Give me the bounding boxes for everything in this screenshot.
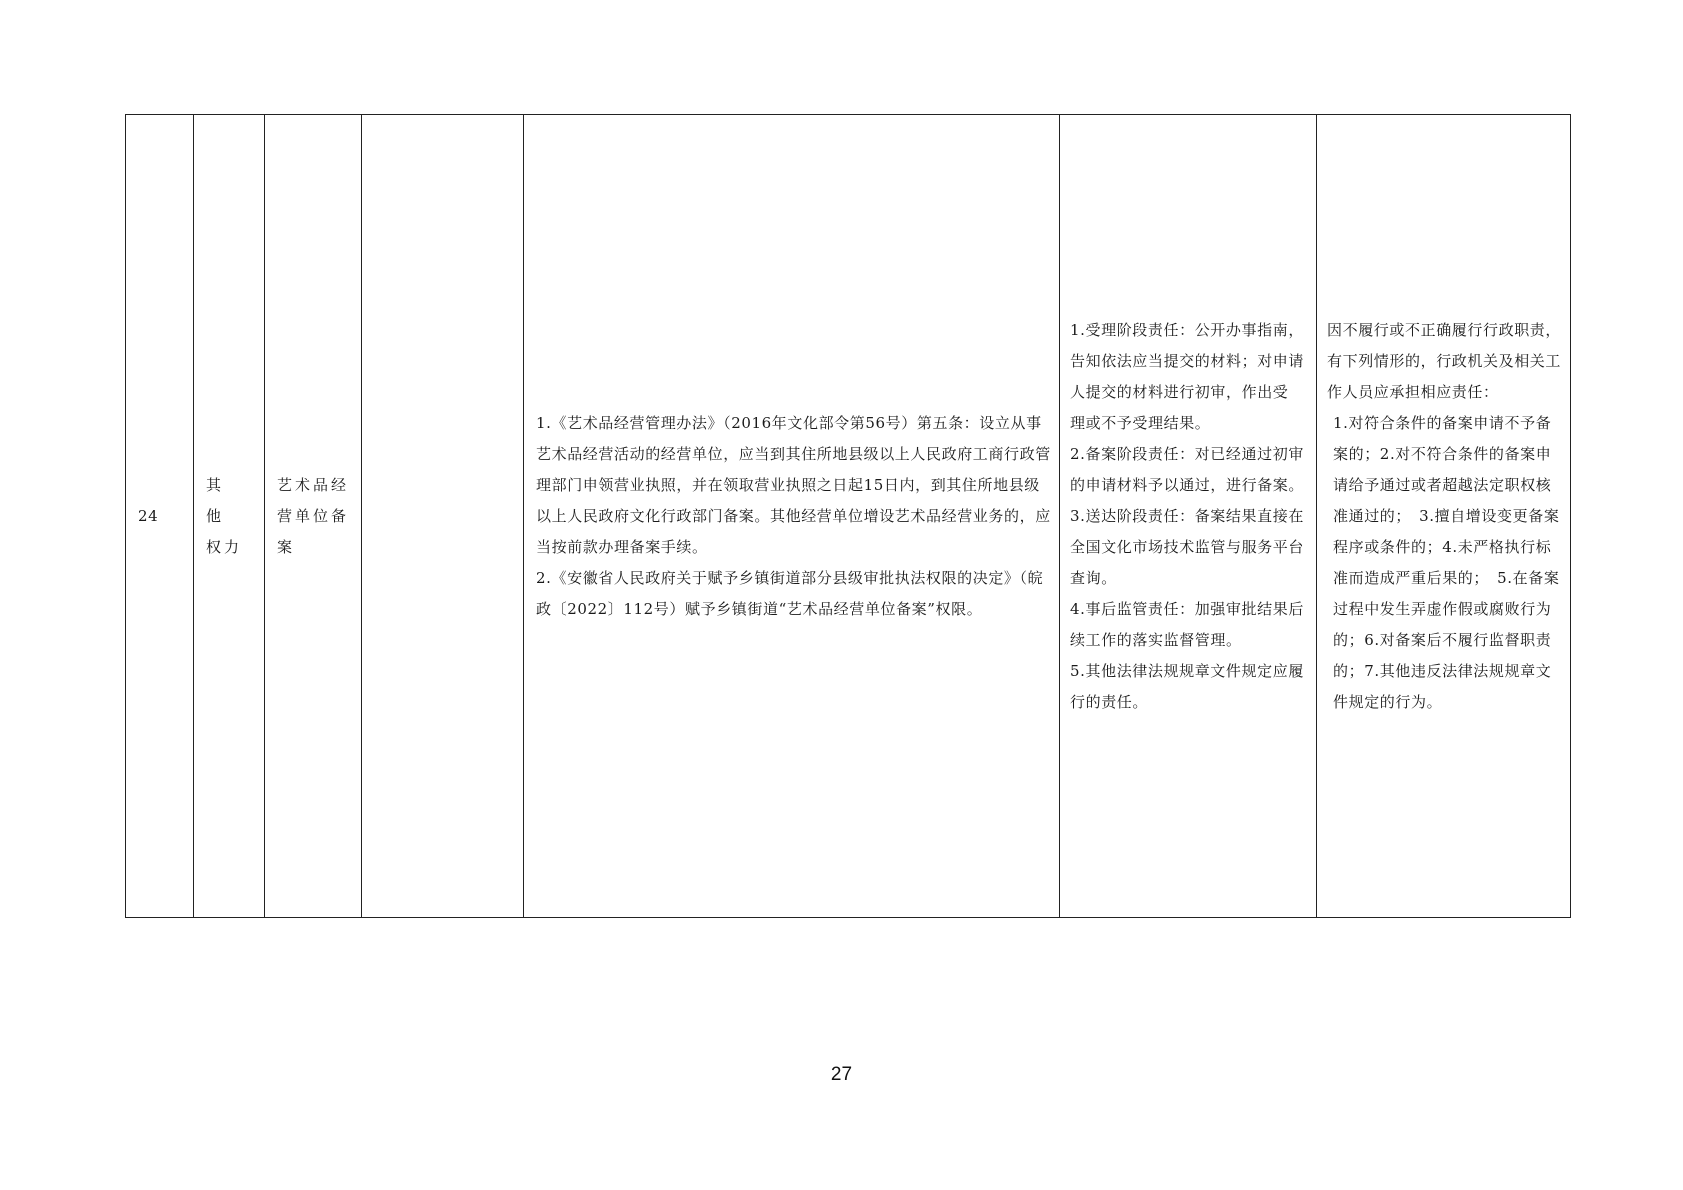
responsibility-item: 5.其他法律法规规章文件规定应履行的责任。: [1070, 661, 1304, 711]
responsibility-item: 4.事后监管责任：加强审批结果后续工作的落实监督管理。: [1070, 599, 1304, 649]
item-number: 24: [138, 506, 159, 525]
accountability-intro: 因不履行或不正确履行行政职责，有下列情形的，行政机关及相关工作人员应承担相应责任：: [1327, 320, 1562, 401]
accountability-cell: [1317, 115, 1571, 918]
power-list-table: [125, 114, 1571, 918]
item-number-cell: [126, 115, 194, 918]
table-row: [126, 115, 1571, 918]
accountability-items: 1.对符合条件的备案申请不予备案的；2.对不符合条件的备案申请给予通过或者超越法定职权核准通过的； 3.擅自增设变更备案程序或条件的；4.未严格执行标准而造成严重后果的； 5.在备案过程中发生弄虚作假或腐败行为的；6.对备案后不履行监督职责的；7.其他违反法律法规规章文件规定的行为。: [1333, 413, 1560, 711]
power-type-line2: 权力: [206, 537, 243, 556]
page-number: 27: [830, 1064, 853, 1085]
power-type-cell: [194, 115, 265, 918]
legal-basis-cell: [524, 115, 1060, 918]
responsibility-item: 3.送达阶段责任：备案结果直接在全国文化市场技术监管与服务平台查询。: [1070, 506, 1305, 587]
power-type-line1: 其他: [206, 475, 236, 525]
responsibility-cell: [1060, 115, 1317, 918]
responsibility-item: 2.备案阶段责任：对已经通过初审的申请材料予以通过，进行备案。: [1070, 444, 1305, 494]
item-name: 艺术品经营单位备案: [277, 475, 350, 556]
item-name-cell: [265, 115, 362, 918]
legal-basis-paragraph: 1.《艺术品经营管理办法》（2016年文化部令第56号）第五条：设立从事艺术品经营活动的经营单位，应当到其住所地县级以上人民政府工商行政管理部门申领营业执照，并在领取营业执照之日起15日内，到其住所地县级以上人民政府文化行政部门备案。其他经营单位增设艺术品经营业务的，应当按前款办理备案手续。: [536, 413, 1051, 556]
item-code-cell: [362, 115, 524, 918]
legal-basis-paragraph: 2.《安徽省人民政府关于赋予乡镇街道部分县级审批执法权限的决定》（皖政〔2022〕112号）赋予乡镇街道“艺术品经营单位备案”权限。: [536, 568, 1044, 618]
responsibility-item: 1.受理阶段责任：公开办事指南，告知依法应当提交的材料；对申请人提交的材料进行初审，作出受 理或不予受理结果。: [1070, 320, 1305, 432]
